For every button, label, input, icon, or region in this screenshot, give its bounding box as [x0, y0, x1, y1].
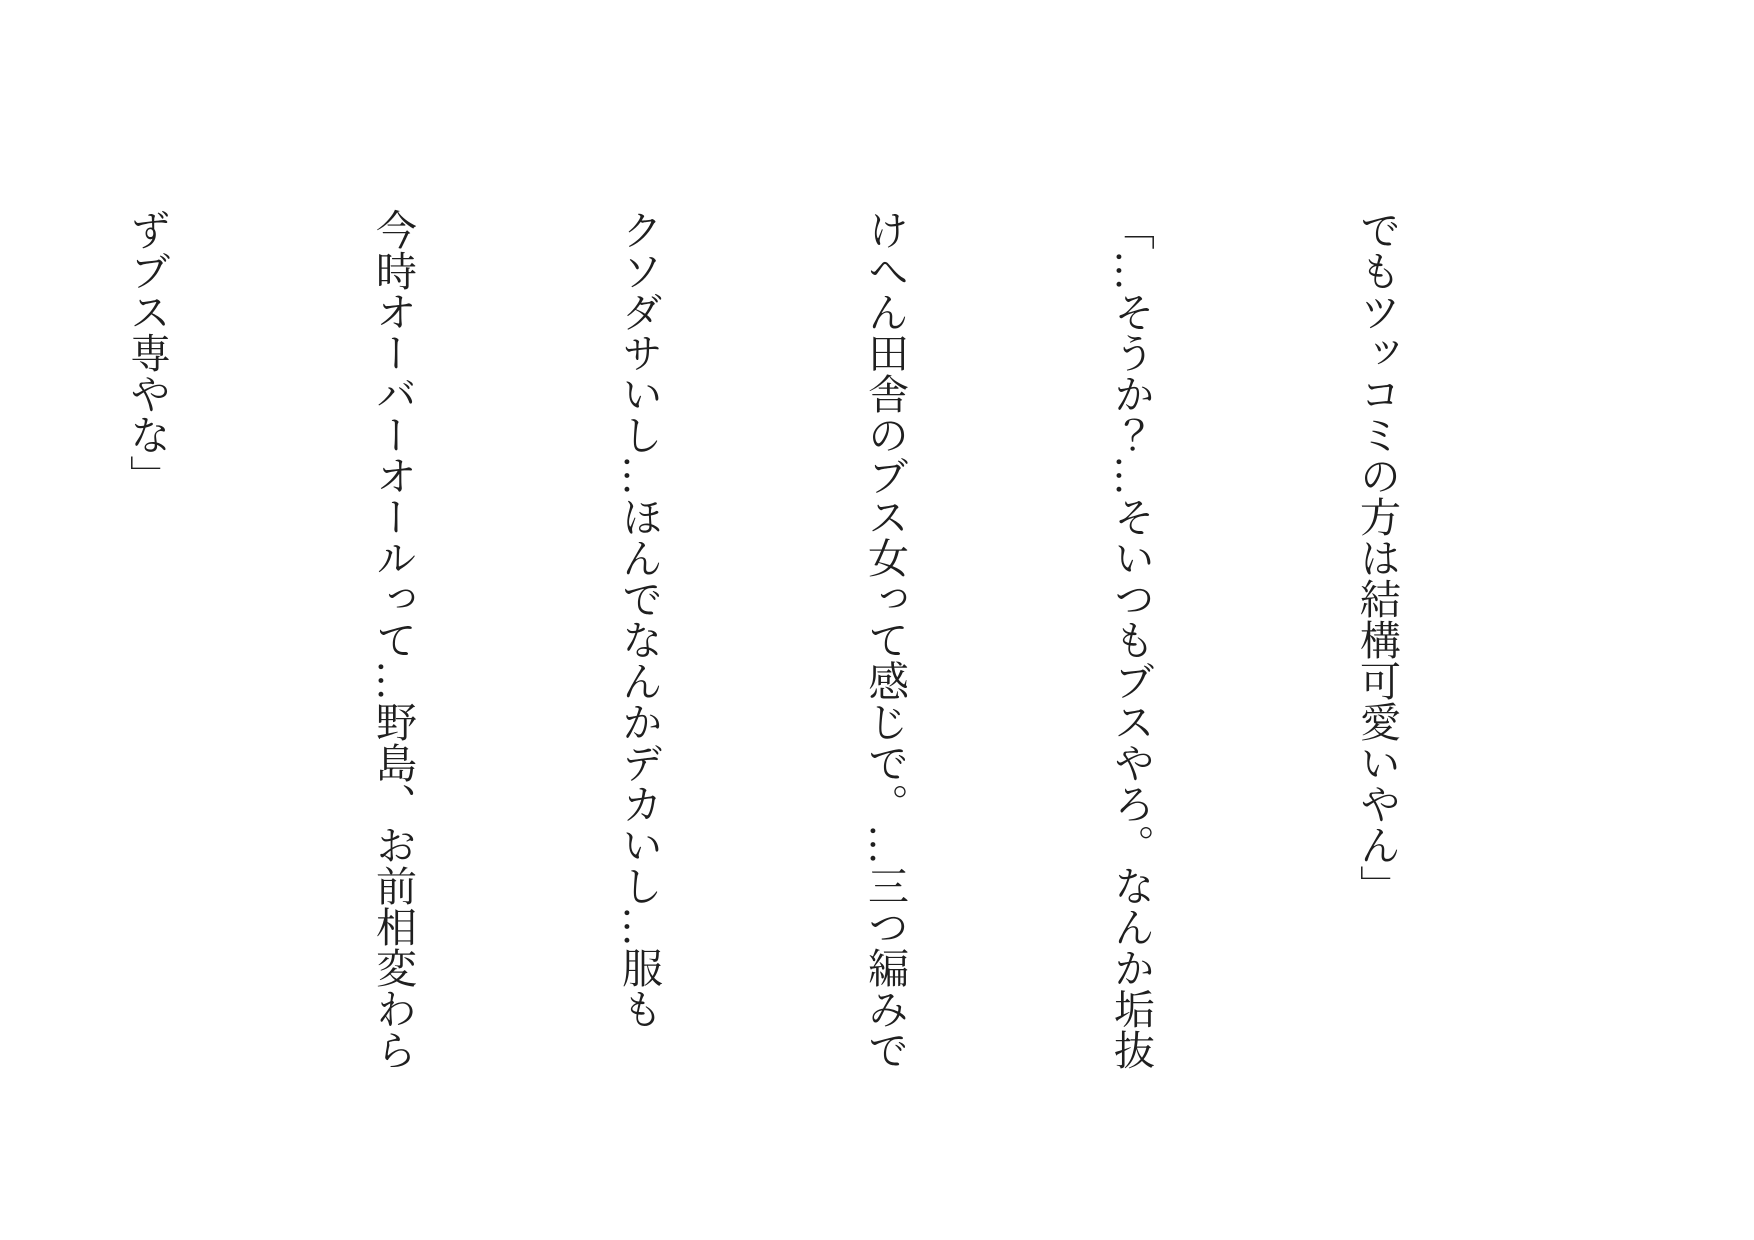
text-line: ずブス専やな」 [124, 209, 170, 496]
text-line: クソダサいし…ほんでなんかデカいし…服も [616, 209, 662, 1029]
text-line: 今時オーバーオールって…野島、お前相変わら [370, 209, 416, 1070]
vertical-text-block [0, 209, 1582, 1070]
text-line: 「…そうか？…そいつもブスやろ。なんか垢抜 [1108, 209, 1154, 1070]
text-line: でもツッコミの方は結構可愛いやん」 [1354, 209, 1400, 906]
text-line: けへん田舎のブス女って感じで。…三つ編みで [862, 209, 908, 1070]
